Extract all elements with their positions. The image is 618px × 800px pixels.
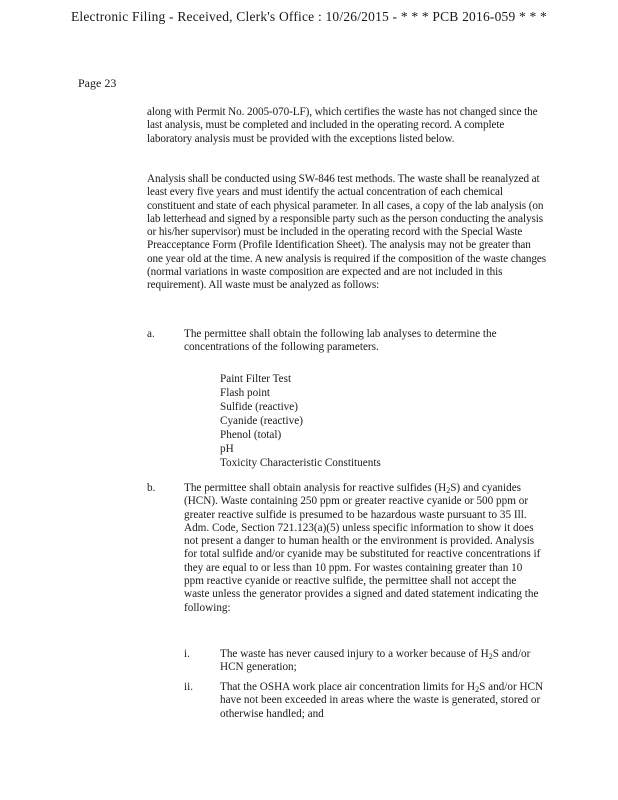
item-a-text: The permittee shall obtain the following lab analyses to determine the concentrations of the following parameters. [184,328,497,354]
list-item: Sulfide (reactive) [220,401,298,413]
item-b-text: The permittee shall obtain analysis for reactive sulfides $(H_2S)$ and cyanides (HCN). Waste containing 250 ppm or greater reactive cyanide or 500 ppm or greater reactive sulfide is presumed to be hazardous waste pursuant to 35 Ill. Adm. Code, Section 721.123(a)(5) unless specific information to show it does not present a danger to human health or the environment is provided. Analysis for total sulfide and/or cyanide may be substituted for reactive concentrations if they are equal to or less than 10 ppm. For wastes containing greater than 10 ppm reactive cyanide or reactive sulfide, the permittee shall not accept the waste unless the generator provides a signed and dated statement indicating the following: [184,482,541,614]
list-item: Cyanide (reactive) [220,415,303,427]
parameter-list [220,372,381,470]
filing-header: Electronic Filing - Received, Clerk's Office : 10/26/2015 - * * * PCB 2016-059 * * * [70,9,548,24]
subitem-i-marker: i. [184,648,190,660]
list-item: Paint Filter Test [220,373,292,385]
item-a-marker: a. [147,328,155,340]
paragraph-analysis-requirements: Analysis shall be conducted using SW-846 test methods. The waste shall be reanalyzed at least every five years and must identify the actual concentration of each chemical constituent and state of each physical parameter. In all cases, a copy of the lab analysis (on lab letterhead and signed by a responsible party such as the person conducting the analysis or his/her supervisor) must be included in the operating record with the Special Waste Preacceptance Form (Profile Identification Sheet). The analysis may not be greater than one year old at the time. A new analysis is required if the composition of the waste changes (normal variations in waste composition are expected and are not included in this requirement). All waste must be analyzed as follows: [147,173,547,292]
list-item: Flash point [220,387,271,399]
list-item: pH [220,443,234,455]
list-item: Toxicity Characteristic Constituents [220,457,381,469]
item-b-marker: b. [147,482,156,494]
page-number: Page 23 [78,76,117,90]
subitem-ii-marker: ii. [184,681,194,693]
list-item: Phenol (total) [220,429,282,441]
subitem-i-text: The waste has never caused injury to a worker because of $H_2S$ and/or HCN generation; [220,648,531,674]
paragraph-continuation: along with Permit No. 2005-070-LF), which certifies the waste has not changed since the last analysis, must be completed and included in the operating record. A complete laboratory analysis must be provided with the exceptions listed below. [147,106,538,145]
subitem-ii-text: That the OSHA work place air concentration limits for $H_2S$ and/or HCN have not been exceeded in areas where the waste is generated, stored or otherwise handled; and [220,681,544,720]
